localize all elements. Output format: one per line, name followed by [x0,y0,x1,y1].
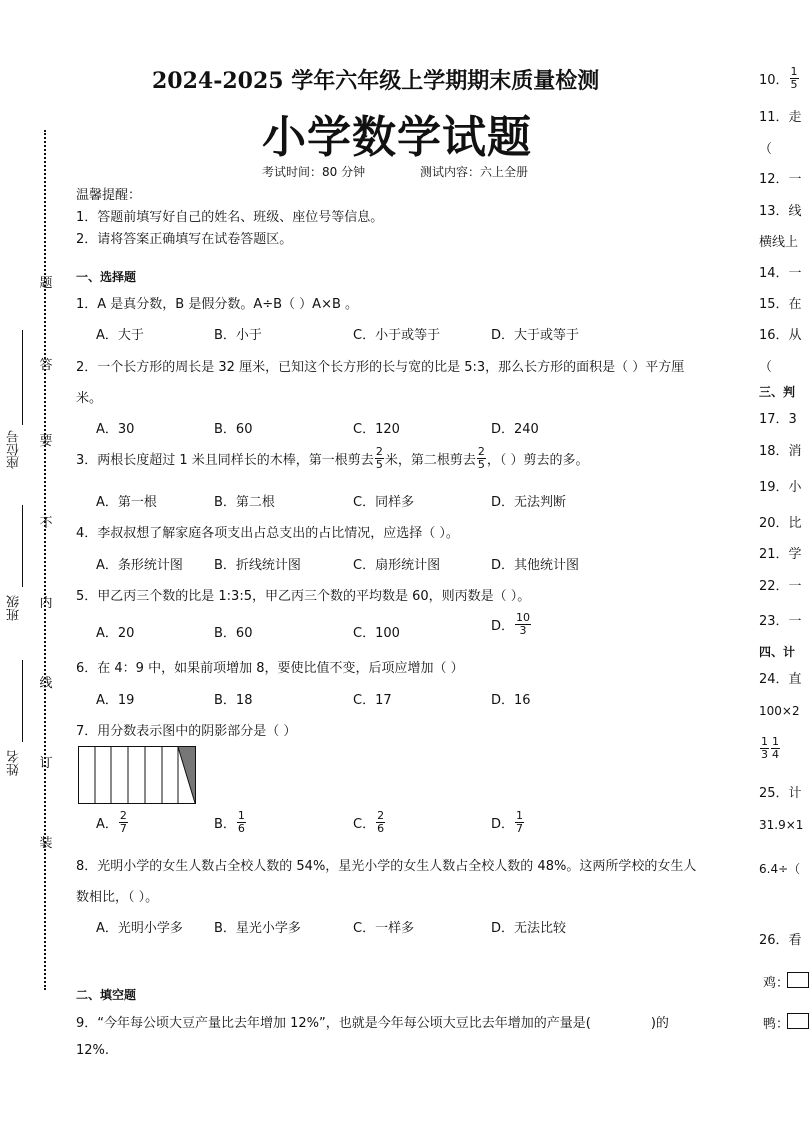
binding-char-3: 不 [39,516,53,531]
q20-fragment: 20．比 [759,516,802,531]
q3-fraction-1: $\frac{2}{5}$ [375,445,383,471]
exam-time: 考试时间：80 分钟 [262,165,366,179]
section-calc-fragment: 四、计 [759,645,796,659]
q5-stem: 5．甲乙丙三个数的比是 1:3:5，甲乙丙三个数的平均数是 60，则丙数是（ ）。 [76,589,531,604]
q2-stem-line2: 米。 [76,391,103,406]
duck-label-fragment: 鸭： [763,1017,790,1032]
section-fill-heading: 二、填空题 [76,988,137,1002]
q25-fragment: 25．计 [759,786,802,801]
q7-option-c-fraction: $\frac{2}{6}$ [377,809,385,835]
q21-fragment: 21．学 [759,547,802,562]
q2-option-c: C．120 [353,422,400,437]
right-column-clip [757,0,804,1123]
q5-option-d-label: D． [491,619,515,634]
q17-fragment: 17．3 [759,412,797,427]
q1-option-d: D．大于或等于 [491,328,580,343]
q5-option-a: A．20 [96,626,135,641]
q6-stem: 6．在 4：9 中，如果前项增加 8，要使比值不变，后项应增加（ ） [76,661,464,676]
q8-option-b: B．星光小学多 [214,921,301,936]
q8-stem-line2: 数相比，（ ）。 [76,890,159,905]
q25-calc2-fragment: 6.4÷（ [759,862,801,876]
q2-stem-line1: 2．一个长方形的周长是 32 厘米，已知这个长方形的长与宽的比是 5:3，那么长方形的面积是（ ）平方厘 [76,360,685,375]
section-choice-heading: 一、选择题 [76,270,137,284]
q3-option-c: C．同样多 [353,495,415,510]
q7-stem: 7．用分数表示图中的阴影部分是（ ） [76,724,297,739]
q23-fragment: 23．一 [759,614,802,629]
q7-option-a: A． $\frac{2}{7}$ [96,809,127,835]
q5-option-d-fraction: $\frac{10}{3}$ [516,611,531,637]
q3-text-2: 米，第二根剪去 [384,453,476,468]
q4-option-b: B．折线统计图 [214,558,301,573]
q10-fraction-fragment: $\frac{1}{5}$ [790,65,798,91]
q11-fragment: 11．走 [759,110,802,125]
q9-stem-line2: 12%. [76,1043,110,1058]
binding-char-6: 订 [39,756,53,771]
chicken-label-fragment: 鸡： [763,976,790,991]
q11-paren-fragment: （ [759,142,773,157]
q3-option-b: B．第二根 [214,495,275,510]
seat-underline [22,330,23,425]
class-underline [22,505,23,587]
q7-option-a-fraction: $\frac{2}{7}$ [119,809,127,835]
page-title: 小学数学试题 [262,112,532,163]
q24-calc1-fragment: 100×2 [759,704,800,718]
q13-fragment: 13．线 [759,204,802,219]
q8-option-d: D．无法比较 [491,921,567,936]
q8-option-a: A．光明小学多 [96,921,183,936]
q4-stem: 4．李叔叔想了解家庭各项支出占总支出的占比情况，应选择（ ）。 [76,526,459,541]
binding-char-1: 答 [39,358,53,373]
q1-option-a: A．大于 [96,328,144,343]
q9-stem-line1: 9．“今年每公顷大豆产量比去年增加 12%”，也就是今年每公顷大豆比去年增加的产量是( )的 [76,1016,669,1031]
q3-text-1: 3．两根长度超过 1 米且同样长的木棒，第一根剪去 [76,453,374,468]
q7-option-b-fraction: $\frac{1}{6}$ [237,809,245,835]
q16-fragment: 16．从 [759,328,802,343]
q12-fragment: 12．一 [759,172,802,187]
seat-label: 座位号 [7,430,22,469]
q1-option-c: C．小于或等于 [353,328,441,343]
q2-option-d: D．240 [491,422,539,437]
q7-shaded-rectangle-figure [78,746,196,804]
q5-option-c: C．100 [353,626,400,641]
duck-box-fragment [787,1013,809,1029]
q3-stem [76,446,588,471]
exam-year-title: 2024-2025 学年六年级上学期期末质量检测 [152,68,600,94]
q8-stem-line1: 8．光明小学的女生人数占全校人数的 54%，星光小学的女生人数占全校人数的 48%。这两所学校的女生人 [76,859,697,874]
q25-calc1-fragment: 31.9×1 [759,818,804,832]
q2-option-a: A．30 [96,422,135,437]
tips-item-1: 1．答题前填写好自己的姓名、班级、座位号等信息。 [76,210,384,225]
q7-option-b: B． $\frac{1}{6}$ [214,809,245,835]
q5-option-d [491,612,532,637]
q7-option-d: D． $\frac{1}{7}$ [491,809,524,835]
q22-fragment: 22．一 [759,579,802,594]
tips-title: 温馨提醒： [76,188,142,203]
q4-option-c: C．扇形统计图 [353,558,441,573]
q6-option-c: C．17 [353,693,392,708]
class-label: 班级 [7,595,22,621]
q2-option-b: B．60 [214,422,253,437]
q5-option-b: B．60 [214,626,253,641]
q4-option-a: A．条形统计图 [96,558,183,573]
q6-option-a: A．19 [96,693,135,708]
q7-option-c: C． $\frac{2}{6}$ [353,809,385,835]
q13-line2-fragment: 横线上 [759,235,799,250]
q3-fraction-2: $\frac{2}{5}$ [477,445,485,471]
q24-fragment: 24．直 [759,672,802,687]
q6-option-b: B．18 [214,693,253,708]
binding-char-2: 要 [39,434,53,449]
binding-dotted-line [44,130,46,990]
binding-char-4: 内 [39,596,53,611]
q6-option-d: D．16 [491,693,531,708]
q24-calc2-fragment: $\frac{1}{3}$ $\frac{1}{4}$ [761,735,779,761]
name-underline [22,660,23,742]
chicken-box-fragment [787,972,809,988]
q1-option-b: B．小于 [214,328,262,343]
q1-stem: 1．A 是真分数，B 是假分数。A÷B（ ）A×B 。 [76,297,359,312]
tips-item-2: 2．请将答案正确填写在试卷答题区。 [76,232,293,247]
binding-char-5: 线 [39,676,53,691]
q3-option-d: D．无法判断 [491,495,567,510]
q15-fragment: 15．在 [759,297,802,312]
q18-fragment: 18．消 [759,444,802,459]
exam-scope: 测试内容：六上全册 [420,165,529,179]
q3-text-3: ，（ ）剪去的多。 [486,453,589,468]
q3-option-a: A．第一根 [96,495,157,510]
name-label: 姓名 [7,750,22,776]
q10-fragment: 10． $\frac{1}{5}$ [759,65,798,91]
binding-char-7: 装 [39,836,53,851]
binding-char-0: 题 [39,276,53,291]
q19-fragment: 19．小 [759,480,802,495]
q8-option-c: C．一样多 [353,921,415,936]
section-judge-fragment: 三、判 [759,385,796,399]
q26-fragment: 26．看 [759,933,802,948]
q16-paren-fragment: （ [759,360,773,375]
q7-option-d-fraction: $\frac{1}{7}$ [516,809,524,835]
q14-fragment: 14．一 [759,266,802,281]
q4-option-d: D．其他统计图 [491,558,580,573]
